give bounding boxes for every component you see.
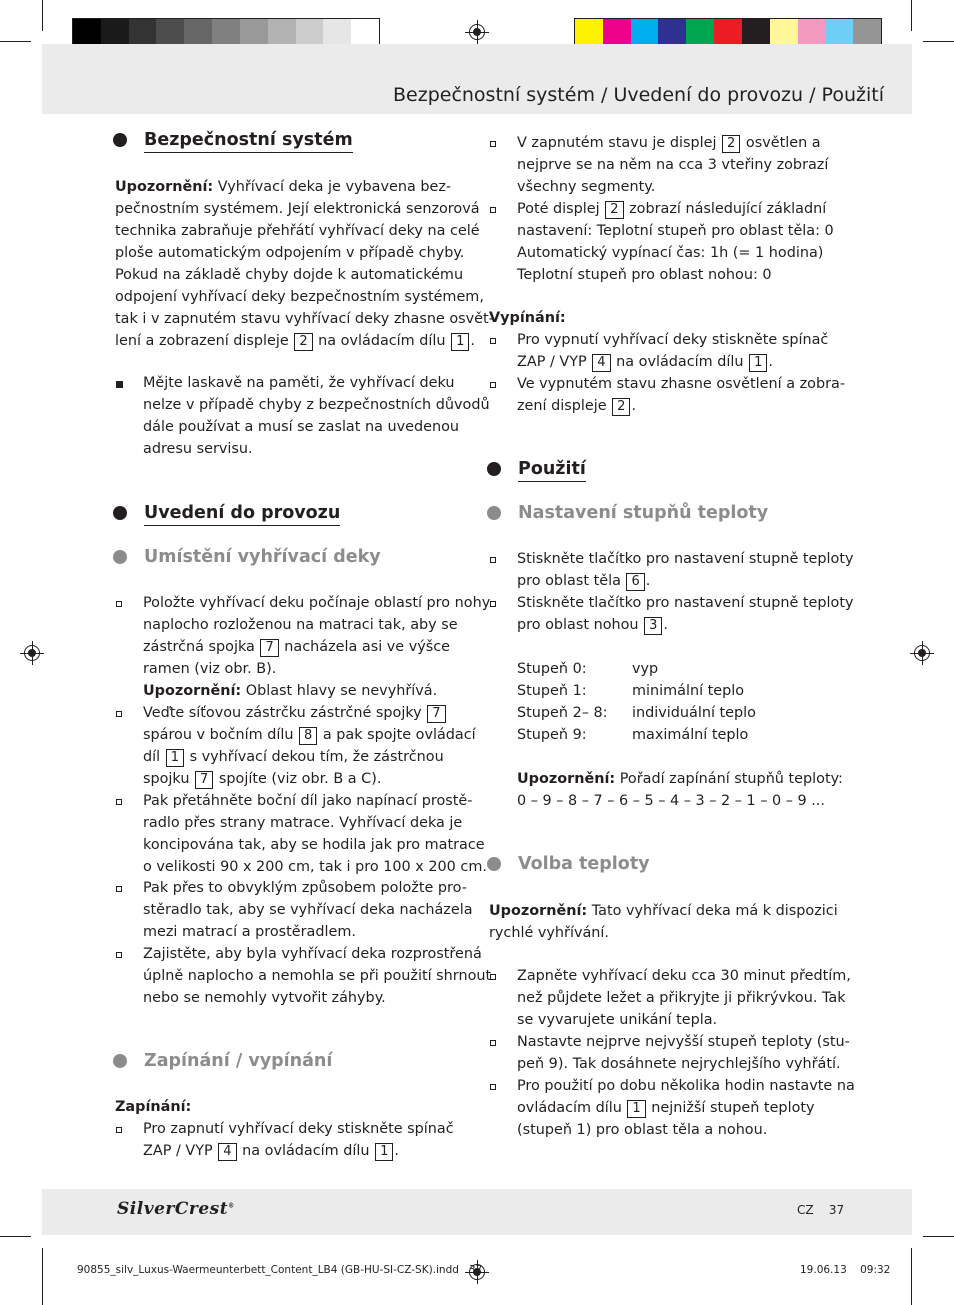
color-swatch [853, 19, 881, 45]
table-row: Stupeň 2– 8: individuální teplo [517, 705, 756, 721]
checkbox-bullet-icon [490, 974, 496, 980]
slug-filename: 90855_silv_Luxus-Waermeunterbett_Content_LB4 (GB-HU-SI-CZ-SK).indd 37 [77, 1264, 483, 1276]
crop-mark [0, 41, 31, 42]
color-swatch [742, 19, 770, 45]
switch-on-label: Zapínání: [115, 1099, 192, 1115]
crop-mark [911, 1248, 912, 1305]
color-swatch [184, 19, 212, 45]
table-row: Stupeň 0: vyp [517, 661, 659, 677]
gray-color-bar [72, 18, 380, 46]
crop-mark [42, 0, 43, 31]
checkbox-bullet-icon [116, 952, 122, 958]
checkbox-bullet-icon [116, 601, 122, 607]
color-swatch [351, 19, 379, 45]
bullet-icon [113, 550, 127, 564]
bullet-icon [113, 133, 127, 147]
brand-logo: SilverCrest® [117, 1199, 235, 1219]
color-swatch [686, 19, 714, 45]
checkbox-bullet-icon [490, 1040, 496, 1046]
bullet-icon [113, 1054, 127, 1068]
color-swatch [798, 19, 826, 45]
order-note: Upozornění: Pořadí zapínání stupňů teploty: 0 – 9 – 8 – 7 – 6 – 5 – 4 – 3 – 2 – 1 – 0 – 9 ... [517, 771, 843, 809]
color-swatch [240, 19, 268, 45]
checkbox-bullet-icon [490, 382, 496, 388]
checkbox-bullet-icon [490, 141, 496, 147]
crop-mark [42, 1248, 43, 1305]
bullet-icon [487, 462, 501, 476]
color-swatch [156, 19, 184, 45]
color-swatch [714, 19, 742, 45]
checkbox-bullet-icon [490, 557, 496, 563]
temperature-levels-table [517, 658, 756, 746]
checkbox-bullet-icon [490, 338, 496, 344]
square-bullet-icon [116, 381, 123, 388]
bullet-icon [113, 506, 127, 520]
page-title: Bezpečnostní systém / Uvedení do provozu / Použití [393, 84, 884, 106]
color-swatch [268, 19, 296, 45]
table-row: Stupeň 1: minimální teplo [517, 683, 745, 699]
registration-mark-icon [910, 641, 934, 665]
color-swatch [631, 19, 659, 45]
checkbox-bullet-icon [116, 1127, 122, 1133]
bullet-icon [487, 857, 501, 871]
crop-mark [911, 0, 912, 31]
color-swatch [296, 19, 324, 45]
cmyk-color-bar [574, 18, 882, 46]
slug-date: 19.06.13 09:32 [800, 1264, 891, 1276]
color-swatch [73, 19, 101, 45]
quick-heat-note: Upozornění: Tato vyhřívací deka má k dispozici rychlé vyhřívání. [489, 903, 838, 941]
crop-mark [0, 1236, 31, 1237]
crop-mark [923, 41, 954, 42]
bullet-icon [487, 506, 501, 520]
crop-mark [923, 1236, 954, 1237]
switch-off-label: Vypínání: [489, 310, 566, 326]
color-swatch [212, 19, 240, 45]
color-swatch [770, 19, 798, 45]
page-number: CZ 37 [797, 1203, 845, 1217]
color-swatch [323, 19, 351, 45]
registration-mark-icon [20, 641, 44, 665]
checkbox-bullet-icon [116, 886, 122, 892]
checkbox-bullet-icon [116, 799, 122, 805]
checkbox-bullet-icon [490, 1084, 496, 1090]
table-row: Stupeň 9: maximální teplo [517, 727, 749, 743]
checkbox-bullet-icon [116, 711, 122, 717]
checkbox-bullet-icon [490, 601, 496, 607]
checkbox-bullet-icon [490, 207, 496, 213]
color-swatch [825, 19, 853, 45]
color-swatch [658, 19, 686, 45]
registration-mark-icon [465, 20, 489, 44]
color-swatch [129, 19, 157, 45]
color-swatch [603, 19, 631, 45]
color-swatch [575, 19, 603, 45]
safety-paragraph: Upozornění: Vyhřívací deka je vybavena bez- pečnostním systémem. Její elektronická senzorová technika zabraňuje přehřátí vyhřívací deky na celé ploše automatickým odpojením v případě chyby. Pokud na základě chyby dojde k automatickému odpojení vyhřívací deky bezpečnostním systémem, tak i v zapnutém stavu vyhřívací deky zhasne osvět- lení a zobrazení displeje 2 na ovládacím dílu 1 . [115, 179, 494, 349]
color-swatch [101, 19, 129, 45]
